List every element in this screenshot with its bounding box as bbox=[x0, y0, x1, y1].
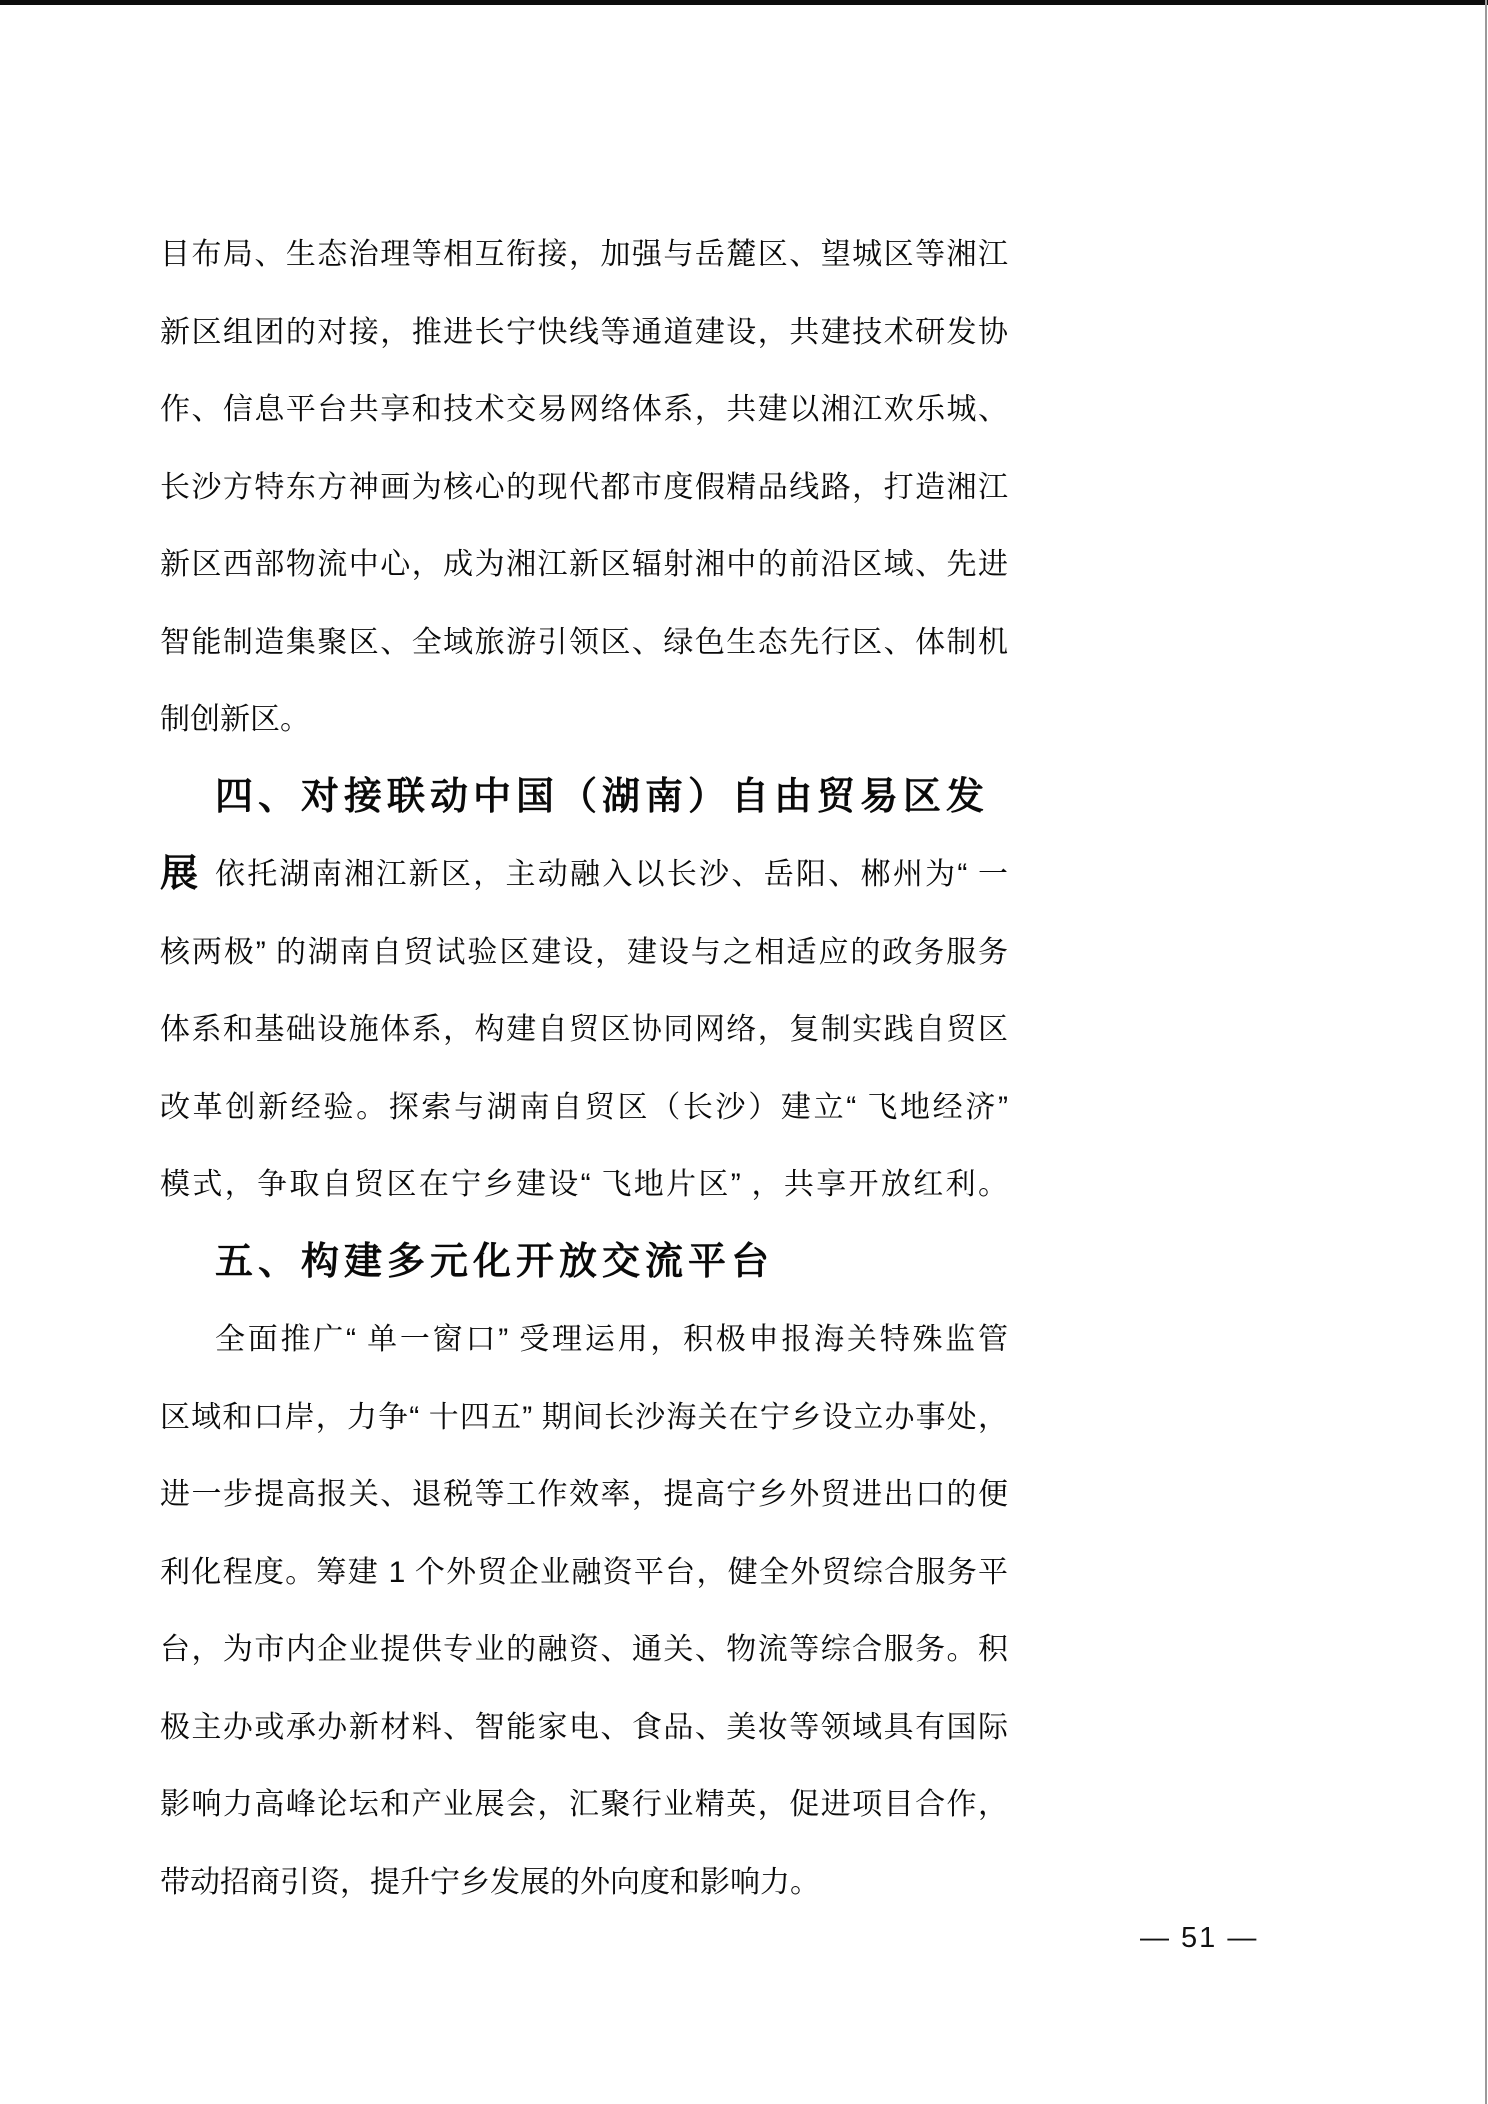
document-line: 长沙方特东方神画为核心的现代都市度假精品线路，打造湘江 bbox=[160, 470, 1008, 504]
document-line: 作、信息平台共享和技术交易网络体系，共建以湘江欢乐城、 bbox=[160, 393, 1008, 426]
document-line: 制创新区。 bbox=[160, 703, 310, 736]
document-line: 影响力高峰论坛和产业展会，汇聚行业精英，促进项目合作， bbox=[160, 1788, 1008, 1821]
document-line: 体系和基础设施体系，构建自贸区协同网络，复制实践自贸区 bbox=[160, 1013, 1008, 1046]
document-line: 新区西部物流中心，成为湘江新区辐射湘中的前沿区域、先进 bbox=[160, 548, 1008, 581]
document-line: 进一步提高报关、退税等工作效率，提高宁乡外贸进出口的便 bbox=[160, 1478, 1008, 1511]
section-heading-5: 五、构建多元化开放交流平台 bbox=[215, 1240, 775, 1283]
document-line: 核两极” 的湖南自贸试验区建设，建设与之相适应的政务服务 bbox=[160, 935, 1008, 969]
document-line: 智能制造集聚区、全域旅游引领区、绿色生态先行区、体制机 bbox=[160, 625, 1008, 659]
document-line: 台，为市内企业提供专业的融资、通关、物流等综合服务。积 bbox=[160, 1633, 1008, 1666]
document-line: 新区组团的对接，推进长宁快线等通道建设，共建技术研发协 bbox=[160, 315, 1008, 349]
document-line: 模式，争取自贸区在宁乡建设“ 飞地片区” ，共享开放红利。 bbox=[160, 1168, 1008, 1201]
scan-edge-top bbox=[0, 0, 1488, 5]
document-line: 区域和口岸，力争“ 十四五” 期间长沙海关在宁乡设立办事处， bbox=[160, 1400, 1008, 1434]
document-text bbox=[160, 216, 1008, 1921]
document-line: 目布局、生态治理等相互衔接，加强与岳麓区、望城区等湘江 bbox=[160, 238, 1008, 271]
document-line: 依托湖南湘江新区，主动融入以长沙、岳阳、郴州为“ 一 bbox=[215, 858, 1008, 891]
document-line: 带动招商引资，提升宁乡发展的外向度和影响力。 bbox=[160, 1865, 820, 1899]
document-line: 极主办或承办新材料、智能家电、食品、美妆等领域具有国际 bbox=[160, 1710, 1008, 1744]
document-line: 利化程度。筹建 1 个外贸企业融资平台，健全外贸综合服务平 bbox=[160, 1555, 1008, 1589]
page-number: — 51 — bbox=[1140, 1922, 1259, 1954]
document-line: 全面推广“ 单一窗口” 受理运用，积极申报海关特殊监管 bbox=[215, 1323, 1008, 1356]
section-heading-4: 四、对接联动中国（湖南）自由贸易区发展 bbox=[160, 775, 990, 895]
document-line: 改革创新经验。探索与湖南自贸区（长沙）建立“ 飞地经济” bbox=[160, 1090, 1008, 1124]
scan-edge-right bbox=[1485, 0, 1487, 2104]
